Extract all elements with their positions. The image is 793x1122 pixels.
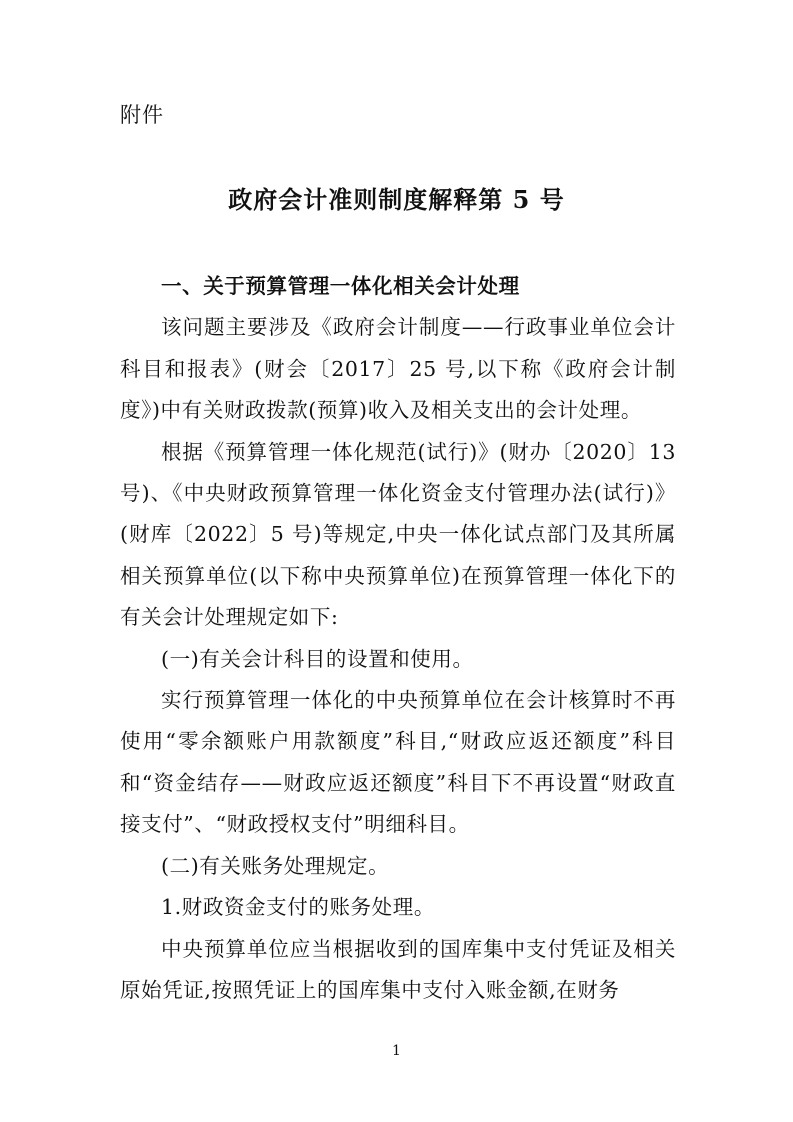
page-number: 1	[392, 1043, 401, 1059]
section-heading: 一、关于预算管理一体化相关会计处理	[161, 274, 520, 298]
document-body	[120, 266, 676, 1011]
paragraph-scope: 该问题主要涉及《政府会计制度——行政事业单位会计科目和报表》(财会〔2017〕25 号,以下称《政府会计制度》)中有关财政拨款(预算)收入及相关支出的会计处理。	[120, 315, 676, 423]
attachment-label: 附件	[120, 103, 164, 127]
document-title: 政府会计准则制度解释第 5 号	[228, 185, 565, 214]
paragraph-basis: 根据《预算管理一体化规范(试行)》(财办〔2020〕13 号)、《中央财政预算管理一体化资金支付管理办法(试行)》(财库〔2022〕5 号)等规定,中央一体化试点部门及其所属相关预算单位(以下称中央预算单位)在预算管理一体化下的有关会计处理规定如下:	[120, 439, 676, 630]
subheading-bookkeeping-rules: (二)有关账务处理规定。	[161, 853, 390, 878]
paragraph-account-usage: 实行预算管理一体化的中央预算单位在会计核算时不再使用“零余额账户用款额度”科目,“财政应返还额度”科目和“资金结存——财政应返还额度”科目下不再设置“财政直接支付”、“财政授权支付”明细科目。	[120, 688, 676, 837]
subheading-account-setup: (一)有关会计科目的设置和使用。	[161, 646, 474, 671]
subheading-fund-payment: 1.财政资金支付的账务处理。	[161, 895, 435, 920]
paragraph-payment-processing: 中央预算单位应当根据收到的国库集中支付凭证及相关原始凭证,按照凭证上的国库集中支付入账金额,在财务	[120, 936, 676, 1002]
